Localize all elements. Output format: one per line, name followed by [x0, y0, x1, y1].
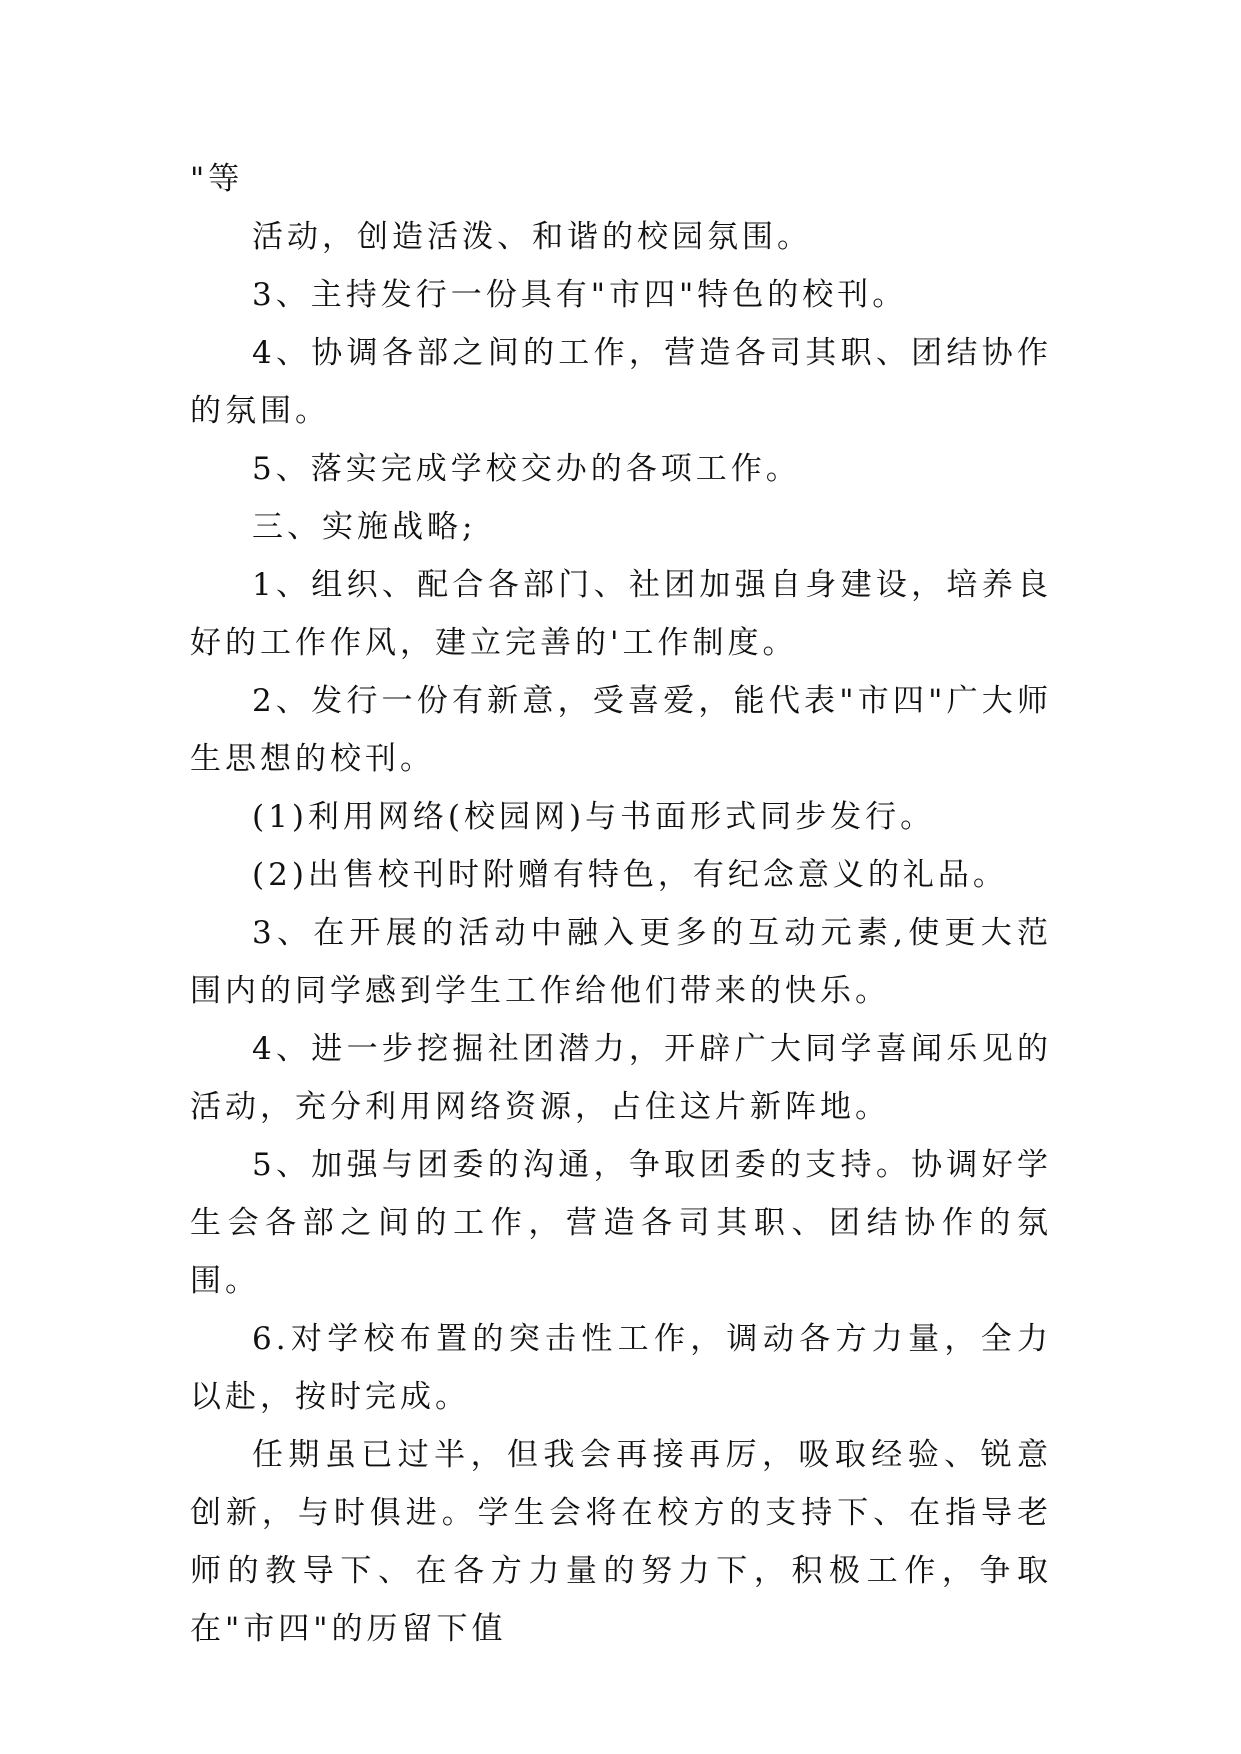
paragraph-item-3-journal: 3、主持发行一份具有"市四"特色的校刊。 [252, 277, 908, 313]
paragraph-continuation-quote: "等 [190, 161, 244, 197]
paragraph-closing: 任期虽已过半，但我会再接再厉，吸取经验、锐意创新，与时俱进。学生会将在校方的支持下、在指导老师的教导下、在各方力量的努力下，积极工作，争取在"市四"的历留下值 [190, 1437, 1052, 1647]
paragraph-item-4-coordinate: 4、协调各部之间的工作，营造各司其职、团结协作的氛围。 [190, 335, 1052, 429]
paragraph-strategy-3: 3、在开展的活动中融入更多的互动元素,使更大范围内的同学感到学生工作给他们带来的快乐。 [190, 915, 1052, 1009]
paragraph-strategy-1: 1、组织、配合各部门、社团加强自身建设，培养良好的工作作风，建立完善的'工作制度。 [190, 567, 1052, 661]
document-body [190, 150, 1052, 1658]
section-heading-strategy: 三、实施战略; [252, 509, 477, 545]
paragraph-strategy-5: 5、加强与团委的沟通，争取团委的支持。协调好学生会各部之间的工作，营造各司其职、团结协作的氛围。 [190, 1147, 1052, 1299]
paragraph-strategy-4: 4、进一步挖掘社团潜力，开辟广大同学喜闻乐见的活动，充分利用网络资源，占住这片新阵地。 [190, 1031, 1052, 1125]
paragraph-strategy-2: 2、发行一份有新意，受喜爱，能代表"市四"广大师生思想的校刊。 [190, 683, 1052, 777]
paragraph-strategy-2-sub-2: (2)出售校刊时附赠有特色，有纪念意义的礼品。 [252, 857, 1008, 893]
paragraph-activities: 活动，创造活泼、和谐的校园氛围。 [252, 219, 812, 255]
paragraph-item-5-tasks: 5、落实完成学校交办的各项工作。 [252, 451, 801, 487]
paragraph-strategy-2-sub-1: (1)利用网络(校园网)与书面形式同步发行。 [252, 799, 936, 835]
paragraph-strategy-6: 6.对学校布置的突击性工作，调动各方力量，全力以赴，按时完成。 [190, 1321, 1052, 1415]
